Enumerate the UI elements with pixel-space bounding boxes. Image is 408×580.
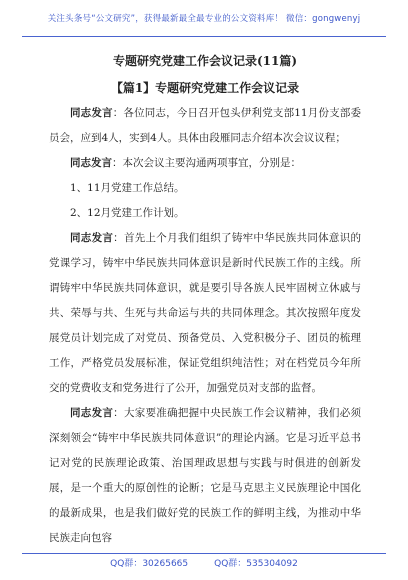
document-body <box>49 49 361 551</box>
speaker-label: 同志发言 <box>70 157 112 169</box>
agenda-item-text: 1、11月党建工作总结。 <box>70 182 185 194</box>
speaker-label: 同志发言 <box>70 407 114 419</box>
paragraph-text: ：各位同志，今日召开包头伊利党支部11月份支部委员会，应到4人，实到4人。具体由段雁同志介绍本次会议议程； <box>49 107 361 144</box>
speaker-label: 同志发言 <box>70 232 114 244</box>
document-title: 专题研究党建工作会议记录(11篇) <box>112 54 298 68</box>
agenda-item <box>49 176 361 201</box>
footer <box>0 556 408 576</box>
document-subtitle: 【篇1】专题研究党建工作会议记录 <box>110 81 300 95</box>
header-banner: 关注头条号“公文研究”，获得最新最全最专业的公文资料库！ 微信：gongwenyj <box>47 14 361 24</box>
paragraph-text: ：大家要准确把握中央民族工作会议精神，我们必须深刻领会“铸牢中华民族共同体意识”的理论内涵。它是习近平总书记对党的民族理论政策、治国理政思想与实践与时俱进的创新发展，是一个重大的原创性的论断；它是马克思主义民族理论中国化的最新成果，也是我们做好党的民族工作的鲜明主线，为推动中华民族走向包容 <box>49 407 362 544</box>
footer-qq-group-2: QQ群：535304092 <box>214 559 298 569</box>
header-divider <box>22 36 386 37</box>
agenda-item <box>49 201 361 226</box>
footer-qq-group-1: QQ群：30265665 <box>110 559 189 569</box>
paragraph <box>49 151 361 176</box>
speaker-label: 同志发言 <box>70 107 113 119</box>
paragraph <box>49 101 361 151</box>
paragraph <box>49 401 361 551</box>
paragraph-text: ：本次会议主要沟通两项事宜，分别是： <box>112 157 301 169</box>
paragraph <box>49 226 361 401</box>
agenda-item-text: 2、12月党建工作计划。 <box>70 207 185 219</box>
footer-divider <box>22 553 386 554</box>
paragraph-text: ：首先上个月我们组织了铸牢中华民族共同体意识的党课学习，铸牢中华民族共同体意识是新时代民族工作的主线。所谓铸牢中华民族共同体意识，就是要引导各族人民牢固树立休戚与共、荣辱与共、生死与共命运与共的共同体理念。其次按照年度发展党员计划完成了对党员、预备党员、入党积极分子、团员的梳理工作，严格党员发展标准，保证党组织纯洁性；对在档党员今年所交的党费收支和党务进行了公开，加强党员对支部的监督。 <box>49 232 362 394</box>
